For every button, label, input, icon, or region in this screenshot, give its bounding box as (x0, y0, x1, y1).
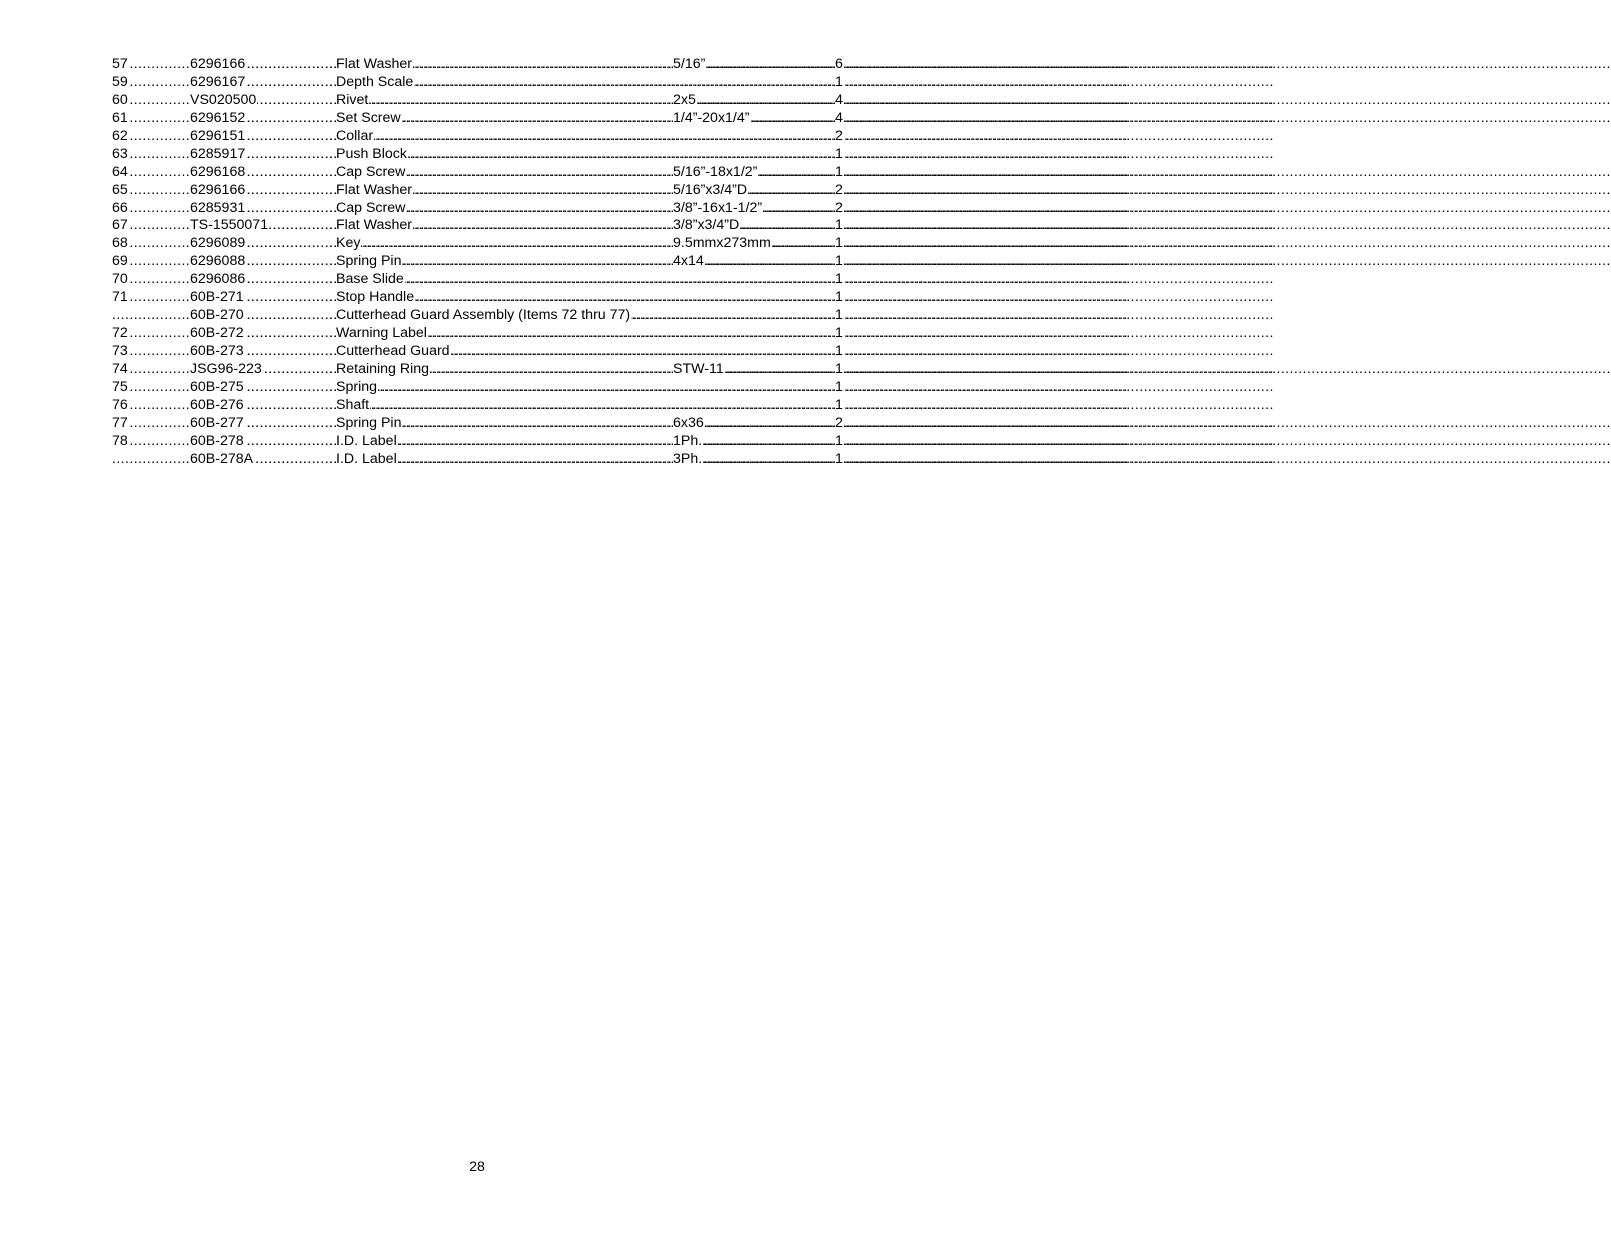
index-number: 72 (112, 325, 128, 342)
page-number: 28 (469, 1159, 485, 1175)
part-number-cell (190, 361, 336, 379)
part-size: STW-11 (673, 360, 724, 377)
part-quantity: 2 (835, 127, 843, 144)
parts-list-row (112, 74, 842, 92)
part-number: 6296166 (190, 56, 246, 72)
part-description-cell (336, 271, 1061, 289)
index-number: 68 (112, 235, 128, 252)
parts-list-row (112, 307, 842, 325)
part-quantity-cell (835, 433, 842, 451)
parts-list-row (112, 271, 842, 289)
part-size: 5/16”x3/4”D (673, 181, 748, 198)
index-number: 77 (112, 414, 128, 431)
index-number: 61 (112, 109, 128, 126)
part-number: 6285917 (190, 145, 246, 162)
index-number: 67 (112, 217, 128, 234)
part-quantity: 4 (835, 109, 843, 126)
part-quantity-cell (835, 343, 842, 361)
part-quantity: 1 (835, 450, 843, 467)
part-description: Push Block (336, 145, 407, 162)
parts-list (112, 56, 842, 469)
part-quantity: 1 (835, 325, 843, 342)
part-size-cell (673, 217, 837, 235)
dot-leader (336, 92, 673, 110)
dot-leader (673, 92, 837, 110)
part-quantity-cell (835, 253, 842, 271)
dot-leader (336, 74, 1061, 92)
part-quantity: 1 (835, 378, 843, 395)
part-description: Warning Label (336, 325, 427, 342)
part-number: 60B-272 (190, 325, 244, 342)
part-size-cell (673, 92, 837, 110)
part-quantity: 1 (835, 163, 843, 180)
part-number-cell (190, 200, 336, 218)
part-number: VS020500 (190, 91, 257, 108)
part-description: Cutterhead Guard (336, 343, 450, 359)
index-number: 70 (112, 271, 128, 288)
part-quantity-cell (835, 92, 842, 110)
part-number-cell (190, 182, 336, 200)
part-quantity: 2 (835, 414, 843, 431)
part-quantity: 1 (835, 253, 843, 270)
part-number-cell (190, 217, 336, 235)
index-number-cell (112, 379, 190, 397)
part-number-cell (190, 433, 336, 451)
part-description-cell (336, 74, 1061, 92)
part-number: 60B-276 (190, 396, 244, 413)
index-number: 59 (112, 73, 128, 90)
part-quantity: 2 (835, 199, 843, 216)
part-description: Set Screw (336, 109, 401, 126)
part-number: 60B-270 (190, 307, 244, 324)
part-description: Cutterhead Guard Assembly (Items 72 thru 77) (336, 307, 631, 324)
part-description-cell (336, 200, 673, 218)
parts-list-row (112, 217, 842, 235)
part-size: 4x14 (673, 253, 704, 270)
part-description: Cap Screw (336, 199, 406, 216)
index-number-cell (112, 271, 190, 289)
part-description: I.D. Label (336, 432, 397, 449)
part-size: 3Ph. (673, 450, 703, 467)
part-description: Collar (336, 127, 374, 144)
parts-list-row (112, 343, 842, 361)
part-number: 6285931 (190, 199, 246, 216)
part-description: Spring Pin (336, 414, 402, 431)
part-quantity-cell (835, 182, 842, 200)
part-quantity: 1 (835, 145, 843, 162)
part-number-cell (190, 92, 336, 110)
part-quantity: 4 (835, 91, 843, 108)
part-number-cell (190, 325, 336, 343)
part-quantity: 1 (835, 343, 843, 359)
part-quantity: 1 (835, 73, 843, 90)
part-size-cell (673, 200, 837, 218)
part-number: 60B-275 (190, 378, 244, 395)
dot-leader (336, 397, 1061, 415)
part-quantity: 6 (835, 56, 843, 72)
part-description-cell (336, 397, 1061, 415)
part-quantity-cell (835, 271, 842, 289)
part-description-cell (336, 164, 673, 182)
index-number-cell (112, 110, 190, 128)
part-description: Spring (336, 378, 378, 395)
index-number: 73 (112, 343, 128, 359)
part-number: JSG96-223 (190, 360, 262, 377)
parts-list-row (112, 200, 842, 218)
part-description-cell (336, 128, 1061, 146)
parts-list-row (112, 397, 842, 415)
part-quantity-cell (835, 200, 842, 218)
part-size-cell (673, 451, 837, 469)
part-size-cell (673, 415, 837, 433)
part-description-cell (336, 325, 1061, 343)
index-number-cell (112, 56, 190, 74)
dot-leader (112, 451, 190, 469)
dot-leader (112, 307, 190, 325)
index-number-cell (112, 217, 190, 235)
index-number (112, 451, 113, 467)
part-description: Retaining Ring (336, 360, 430, 377)
part-size-cell (673, 361, 837, 379)
part-size-cell (673, 164, 837, 182)
parts-list-row (112, 433, 842, 451)
part-description: Key (336, 235, 361, 252)
part-size-cell (673, 253, 837, 271)
part-number-cell (190, 74, 336, 92)
index-number-cell (112, 128, 190, 146)
part-description-cell (336, 92, 673, 110)
index-number: 78 (112, 432, 128, 449)
part-quantity-cell (835, 164, 842, 182)
part-quantity: 1 (835, 360, 843, 377)
part-description-cell (336, 361, 673, 379)
part-quantity-cell (835, 451, 842, 469)
part-number: 6296151 (190, 127, 246, 144)
part-size: 5/16”-18x1/2” (673, 163, 758, 180)
parts-list-row (112, 361, 842, 379)
parts-list-row (112, 289, 842, 307)
part-number: 60B-277 (190, 414, 244, 431)
part-number: 6296152 (190, 109, 246, 126)
parts-list-row (112, 235, 842, 253)
part-quantity: 1 (835, 271, 843, 288)
part-number-cell (190, 415, 336, 433)
part-quantity-cell (835, 361, 842, 379)
part-size: 1/4”-20x1/4” (673, 109, 750, 126)
part-size: 5/16” (673, 56, 706, 72)
dot-leader (336, 235, 673, 253)
index-number: 75 (112, 378, 128, 395)
part-size-cell (673, 110, 837, 128)
index-number: 62 (112, 127, 128, 144)
index-number-cell (112, 307, 190, 325)
part-number: 60B-278A (190, 450, 254, 467)
part-number-cell (190, 146, 336, 164)
part-description-cell (336, 451, 673, 469)
part-number: 6296086 (190, 271, 246, 288)
part-description-cell (336, 146, 1061, 164)
part-quantity-cell (835, 128, 842, 146)
part-quantity: 1 (835, 235, 843, 252)
part-description-cell (336, 433, 673, 451)
part-description: Spring Pin (336, 253, 402, 270)
part-description: Base Slide (336, 271, 404, 288)
part-description-cell (336, 56, 673, 74)
parts-list-row (112, 110, 842, 128)
part-number-cell (190, 289, 336, 307)
part-description-cell (336, 217, 673, 235)
parts-list-row (112, 325, 842, 343)
part-description-cell (336, 289, 1061, 307)
part-number-cell (190, 343, 336, 361)
part-number-cell (190, 110, 336, 128)
parts-list-row (112, 415, 842, 433)
parts-list-row (112, 164, 842, 182)
index-number-cell (112, 253, 190, 271)
part-number: 6296166 (190, 181, 246, 198)
part-quantity-cell (835, 74, 842, 92)
part-number-cell (190, 379, 336, 397)
part-description-cell (336, 110, 673, 128)
part-size: 2x5 (673, 91, 696, 108)
part-quantity: 2 (835, 181, 843, 198)
index-number: 63 (112, 145, 128, 162)
parts-list-row (112, 56, 842, 74)
part-quantity: 1 (835, 307, 843, 324)
part-description-cell (336, 379, 1061, 397)
part-quantity-cell (835, 110, 842, 128)
part-number: 60B-271 (190, 289, 244, 306)
part-description: Flat Washer (336, 181, 412, 198)
parts-list-row (112, 146, 842, 164)
part-number-cell (190, 253, 336, 271)
part-size-cell (673, 182, 837, 200)
index-number-cell (112, 146, 190, 164)
part-quantity: 1 (835, 217, 843, 234)
part-number: 6296088 (190, 253, 246, 270)
part-size-cell (673, 235, 837, 253)
part-quantity-cell (835, 415, 842, 433)
part-description: Stop Handle (336, 289, 415, 306)
parts-list-row (112, 253, 842, 271)
dot-leader (336, 128, 1061, 146)
part-description: Flat Washer (336, 56, 412, 72)
part-size-cell (673, 433, 837, 451)
part-number-cell (190, 271, 336, 289)
part-quantity: 1 (835, 289, 843, 306)
part-description: Shaft (336, 396, 370, 413)
part-number-cell (190, 128, 336, 146)
part-quantity-cell (835, 217, 842, 235)
part-number: 6296089 (190, 235, 246, 252)
index-number-cell (112, 74, 190, 92)
part-number: TS-1550071 (190, 217, 269, 234)
part-description-cell (336, 307, 1061, 325)
parts-list-row (112, 379, 842, 397)
part-number-cell (190, 235, 336, 253)
index-number: 66 (112, 199, 128, 216)
index-number: 76 (112, 396, 128, 413)
part-description: I.D. Label (336, 450, 397, 467)
part-quantity-cell (835, 235, 842, 253)
part-quantity: 1 (835, 396, 843, 413)
parts-list-row (112, 92, 842, 110)
part-quantity-cell (835, 379, 842, 397)
part-quantity-cell (835, 397, 842, 415)
part-quantity-cell (835, 289, 842, 307)
part-number: 60B-278 (190, 432, 244, 449)
part-size: 1Ph. (673, 432, 703, 449)
dot-leader (336, 146, 1061, 164)
part-number: 60B-273 (190, 343, 244, 359)
parts-list-row (112, 128, 842, 146)
part-quantity-cell (835, 56, 842, 74)
part-size: 3/8”-16x1-1/2” (673, 199, 763, 216)
index-number-cell (112, 433, 190, 451)
index-number-cell (112, 164, 190, 182)
index-number: 60 (112, 91, 128, 108)
part-description: Flat Washer (336, 217, 412, 234)
index-number-cell (112, 397, 190, 415)
index-number-cell (112, 343, 190, 361)
part-size-cell (673, 56, 837, 74)
index-number-cell (112, 92, 190, 110)
index-number-cell (112, 289, 190, 307)
index-number: 74 (112, 360, 128, 377)
index-number-cell (112, 182, 190, 200)
part-description: Cap Screw (336, 163, 406, 180)
part-description-cell (336, 182, 673, 200)
part-description-cell (336, 253, 673, 271)
dot-leader (336, 289, 1061, 307)
part-size: 3/8”x3/4”D (673, 217, 740, 234)
part-number-cell (190, 164, 336, 182)
index-number-cell (112, 325, 190, 343)
index-number-cell (112, 361, 190, 379)
index-number: 64 (112, 163, 128, 180)
part-number-cell (190, 397, 336, 415)
index-number-cell (112, 200, 190, 218)
parts-list-row (112, 451, 842, 469)
dot-leader (336, 271, 1061, 289)
index-number (112, 307, 113, 323)
part-description: Depth Scale (336, 73, 414, 90)
index-number: 69 (112, 253, 128, 270)
dot-leader (336, 325, 1061, 343)
parts-list-row (112, 182, 842, 200)
part-quantity-cell (835, 307, 842, 325)
part-description: Rivet (336, 91, 369, 108)
part-size: 6x36 (673, 414, 704, 431)
part-number-cell (190, 56, 336, 74)
part-size: 9.5mmx273mm (673, 235, 771, 252)
part-number: 6296167 (190, 73, 246, 90)
dot-leader (336, 379, 1061, 397)
part-quantity-cell (835, 146, 842, 164)
part-description-cell (336, 415, 673, 433)
part-description-cell (336, 235, 673, 253)
index-number-cell (112, 415, 190, 433)
part-quantity: 1 (835, 432, 843, 449)
index-number-cell (112, 235, 190, 253)
index-number: 57 (112, 56, 128, 72)
part-number-cell (190, 451, 336, 469)
part-quantity-cell (835, 325, 842, 343)
part-description-cell (336, 343, 1061, 361)
index-number-cell (112, 451, 190, 469)
part-number: 6296168 (190, 163, 246, 180)
index-number: 71 (112, 289, 128, 306)
index-number: 65 (112, 181, 128, 198)
part-number-cell (190, 307, 336, 325)
